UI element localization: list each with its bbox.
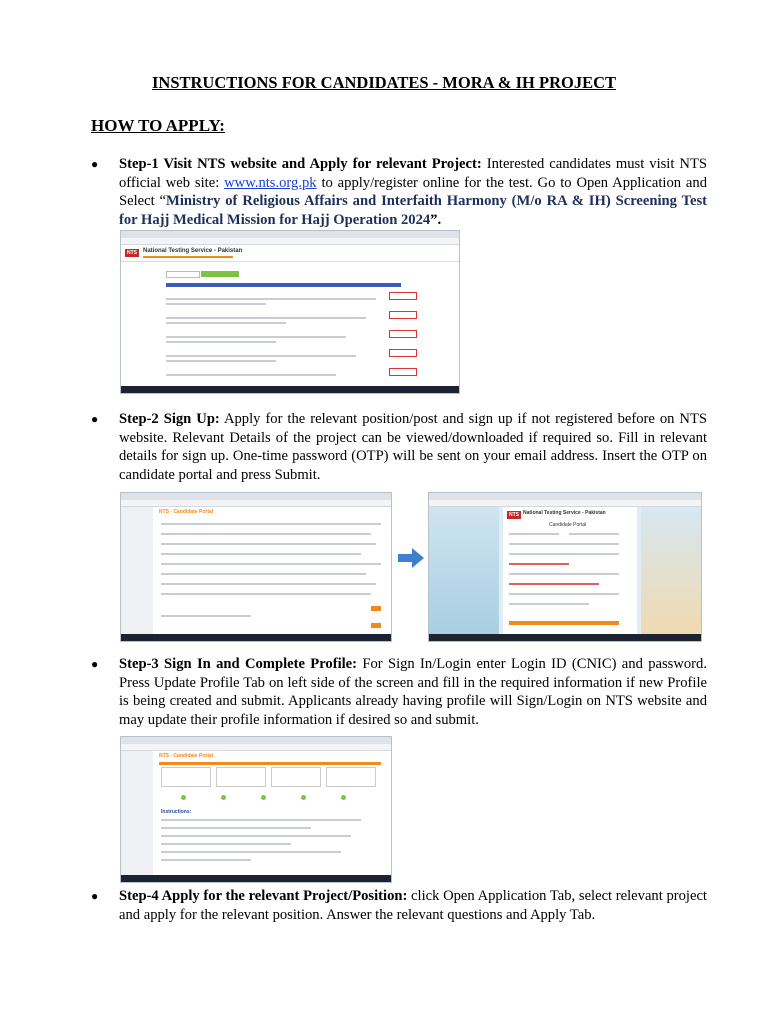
step-2-text: Apply for the relevant position/post and sign up if not registered before on NTS website. Relevant Details of the project can be viewed/downloaded if required so. Fill in relevant details for sign up. One-time password (OTP) will be sent on your email address. Insert the OTP on candidate portal and press Submit. [119, 411, 707, 483]
step-2 [91, 410, 707, 484]
arrow-right-icon [398, 548, 424, 568]
project-name: Ministry of Religious Affairs and Interfaith Harmony (M/o RA & IH) Screening Test for Hajj Medical Mission for Hajj Operation 2024 [119, 193, 707, 228]
step-4-text: click Open Application Tab, select relevant project and apply for the relevant position. Answer the relevant questions and Apply Tab. [119, 888, 707, 923]
form-title: Candidate Portal [549, 522, 587, 528]
bullet-icon: ● [91, 889, 99, 903]
bullet-icon: ● [91, 157, 99, 171]
nts-website-link[interactable]: www.nts.org.pk [224, 174, 317, 191]
step-1 [91, 155, 707, 229]
screenshot-profile-dashboard [120, 736, 392, 883]
step-1-text-b: to apply/register online for the test. Go to Open Application and Select “ [119, 174, 708, 210]
step-2-heading: Step-2 Sign Up: [119, 411, 220, 427]
instructions-heading: Instructions: [161, 809, 192, 815]
screenshot-open-applications [120, 230, 460, 394]
portal-title: NTS - Candidate Portal [159, 753, 214, 759]
bullet-icon: ● [91, 412, 99, 426]
step-3-heading: Step-3 Sign In and Complete Profile: [119, 656, 358, 672]
site-title: National Testing Service - Pakistan [523, 510, 606, 516]
portal-title: NTS - Candidate Portal [159, 509, 214, 515]
site-title: National Testing Service - Pakistan [143, 248, 243, 254]
step-1-heading: Step-1 Visit NTS website and Apply for relevant Project: [119, 156, 482, 172]
nts-logo: NTS [127, 250, 137, 256]
section-heading: HOW TO APPLY: [91, 116, 225, 135]
bullet-icon: ● [91, 657, 99, 671]
step-4 [91, 887, 707, 924]
page-title: INSTRUCTIONS FOR CANDIDATES - MORA & IH PROJECT [151, 73, 617, 92]
step-1-text-c: ”. [430, 211, 442, 228]
step-1-text-a: Interested candidates must visit NTS official web site: [119, 156, 707, 191]
step-3-text: For Sign In/Login enter Login ID (CNIC) and password. Press Update Profile Tab on left side of the screen and fill in the required information if new Profile is being created and submit. Applicants already having profile will Sign/Login on NTS website and may update their profile information if desired so and submit. [119, 656, 707, 728]
step-4-heading: Step-4 Apply for the relevant Project/Position: [119, 888, 408, 904]
step-3 [91, 655, 707, 729]
screenshot-signup-form [428, 492, 702, 642]
nts-logo: NTS [509, 512, 519, 518]
screenshot-candidate-portal [120, 492, 392, 642]
